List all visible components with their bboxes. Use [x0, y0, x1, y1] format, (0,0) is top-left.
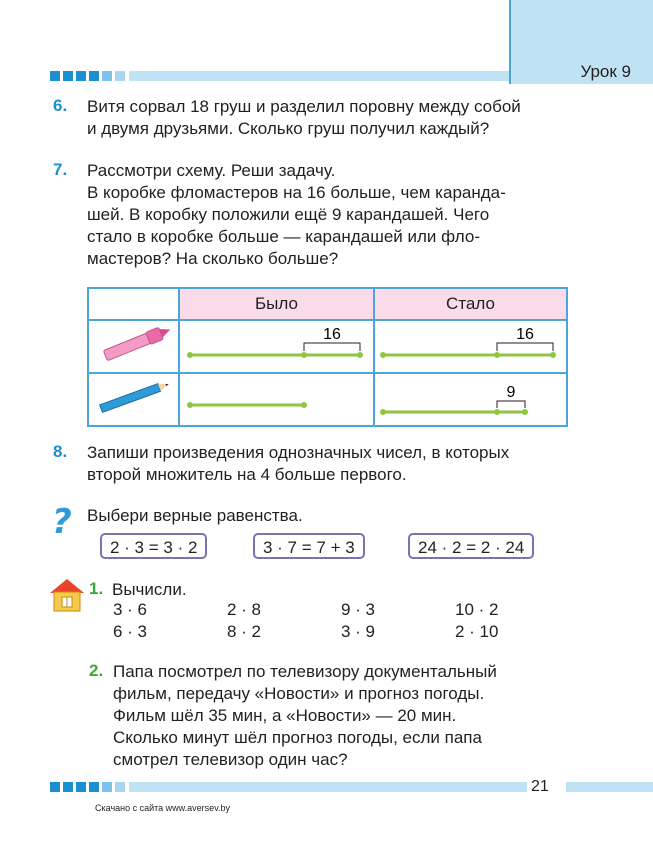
homework-1-row-1: 3 · 6 2 · 8 9 · 3 10 · 2: [113, 600, 499, 619]
task-7-number: 7.: [53, 160, 68, 179]
pencil-cell: [88, 373, 179, 426]
svg-text:9: 9: [506, 384, 516, 401]
task-7-text: Рассмотри схему. Реши задачу. В коробке фломастеров на 16 больше, чем каранда- шей. В коробку положили ещё 9 карандашей. Чего стало в коробке больше — карандашей или фло- мастеров? На сколько больше?: [87, 161, 506, 268]
scheme-header-became: Стало: [374, 288, 567, 320]
became-pencil-cell: [374, 373, 567, 426]
lesson-label: Урок 9: [580, 62, 631, 81]
became-pencil-diagram: [375, 374, 566, 420]
page-number: 21: [531, 778, 549, 795]
svg-text:?: ?: [52, 503, 72, 541]
equation-2: 3 · 7 = 7 + 3: [253, 533, 365, 559]
became-marker-diagram: [375, 321, 566, 367]
task-6-number: 6.: [53, 96, 68, 115]
bonus-task-text: Выбери верные равенства.: [87, 506, 303, 525]
was-marker-cell: [179, 320, 374, 373]
task-6-text: Витя сорвал 18 груш и разделил поровну между собой и двумя друзьями. Сколько груш получил каждый?: [87, 97, 521, 138]
equation-1: 2 · 3 = 3 · 2: [100, 533, 207, 559]
homework-1-row-2: 6 · 3 8 · 2 3 · 9 2 · 10: [113, 622, 499, 641]
marker-icon: [89, 321, 178, 367]
svg-text:16: 16: [516, 326, 534, 343]
was-pencil-cell: [179, 373, 374, 426]
lesson-tab: [509, 0, 653, 84]
svg-text:16: 16: [323, 326, 341, 343]
task-8-text: Запиши произведения однозначных чисел, в которых второй множитель на 4 больше первого.: [87, 443, 510, 484]
scheme-header-was: Было: [179, 288, 374, 320]
scheme-table: [87, 287, 568, 427]
question-mark-icon: [50, 503, 78, 541]
homework-2-number: 2.: [89, 661, 104, 680]
was-marker-diagram: [180, 321, 373, 367]
homework-1-number: 1.: [89, 579, 104, 598]
task-8-number: 8.: [53, 442, 68, 461]
pencil-icon: [89, 374, 178, 420]
scheme-empty-header: [88, 288, 179, 320]
homework-1-title: Вычисли.: [112, 580, 187, 599]
was-pencil-diagram: [180, 374, 373, 420]
marker-cell: [88, 320, 179, 373]
download-note: Скачано с сайта www.aversev.by: [95, 803, 231, 813]
equation-3: 24 · 2 = 2 · 24: [408, 533, 534, 559]
became-marker-cell: [374, 320, 567, 373]
homework-2-text: Папа посмотрел по телевизору документальный фильм, передачу «Новости» и прогноз погоды. Фильм шёл 35 мин, а «Новости» — 20 мин. Сколько минут шёл прогноз погоды, если папа смотрел телевизор один час?: [113, 662, 497, 769]
